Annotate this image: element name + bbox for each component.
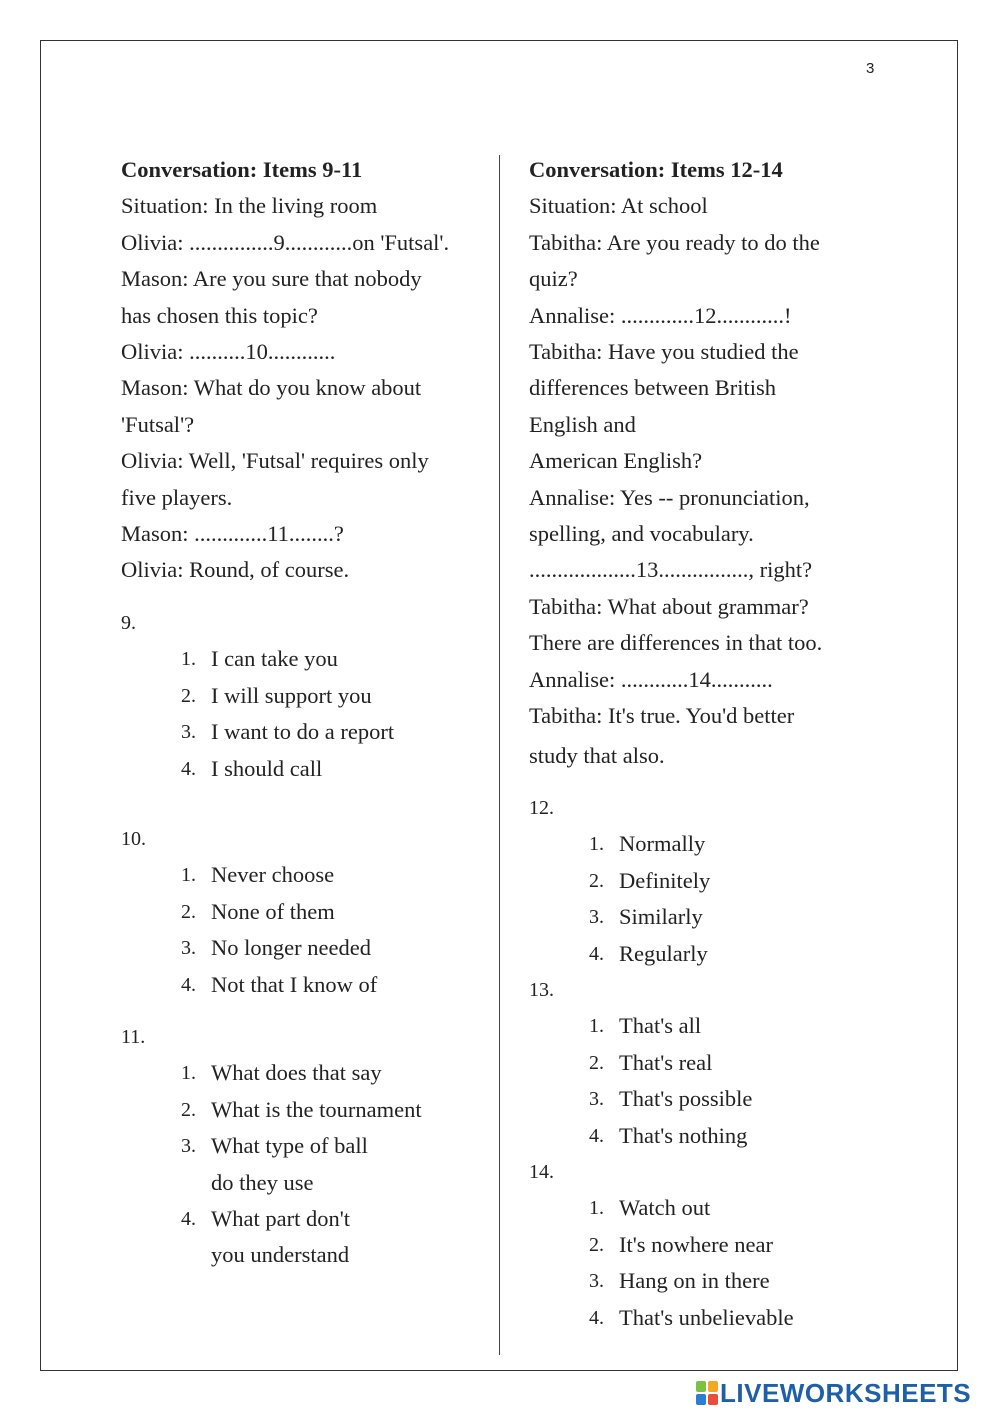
option-item[interactable]: [529, 1190, 889, 1226]
option-text: That's possible: [619, 1086, 753, 1112]
dialogue-line: Olivia: ...............9............on 'Futsal'.: [121, 229, 450, 255]
question-number-12: 12.: [529, 796, 554, 819]
dialogue-line: There are differences in that too.: [529, 630, 823, 656]
option-number: 3.: [589, 906, 604, 929]
conversation-heading: Conversation: Items 12-14: [529, 157, 783, 182]
option-number: 4.: [181, 757, 196, 780]
dialogue-line: Mason: .............11........?: [121, 521, 344, 547]
option-number: 1.: [589, 1197, 604, 1220]
option-text: That's all: [619, 1013, 702, 1039]
option-text: Watch out: [619, 1195, 711, 1221]
option-text: I will support you: [211, 682, 372, 708]
option-item[interactable]: [121, 751, 481, 787]
option-text: What does that say: [211, 1060, 382, 1086]
dialogue-line: spelling, and vocabulary.: [529, 521, 754, 547]
options-list-12: [529, 826, 889, 972]
option-text: It's nowhere near: [619, 1231, 773, 1257]
dialogue-line: Tabitha: What about grammar?: [529, 593, 809, 619]
option-text: Hang on in there: [619, 1268, 770, 1294]
option-text: Definitely: [619, 867, 711, 893]
option-item[interactable]: [529, 1081, 889, 1117]
option-number: 1.: [181, 648, 196, 671]
option-number: 3.: [589, 1088, 604, 1111]
option-text: That's unbelievable: [619, 1304, 794, 1330]
option-text: That's real: [619, 1049, 713, 1075]
dialogue-line: Olivia: Well, 'Futsal' requires only: [121, 448, 429, 474]
option-number: 2.: [589, 1051, 604, 1074]
dialogue-line: English and: [529, 411, 636, 437]
option-item[interactable]: [121, 1128, 481, 1201]
option-item[interactable]: [121, 1201, 481, 1274]
option-item[interactable]: [529, 899, 889, 935]
option-text: What part don't you understand: [211, 1205, 351, 1268]
option-item[interactable]: [529, 936, 889, 972]
option-item[interactable]: [529, 1118, 889, 1154]
left-column: [121, 152, 481, 1274]
dialogue-line: Mason: What do you know about: [121, 375, 422, 401]
option-number: 4.: [589, 1306, 604, 1329]
dialogue-line: Annalise: Yes -- pronunciation,: [529, 484, 810, 510]
option-text: I should call: [211, 755, 323, 781]
dialogue-line: Tabitha: It's true. You'd better: [529, 703, 795, 729]
option-item[interactable]: [121, 857, 481, 893]
option-text: I can take you: [211, 646, 338, 672]
right-column: [529, 152, 889, 1336]
option-item[interactable]: [529, 863, 889, 899]
dialogue-line: Tabitha: Have you studied the: [529, 339, 799, 365]
conversation-heading: Conversation: Items 9-11: [121, 157, 363, 182]
dialogue-line: Annalise: .............12............!: [529, 302, 792, 328]
option-item[interactable]: [529, 1008, 889, 1044]
option-number: 3.: [181, 937, 196, 960]
option-number: 4.: [589, 1124, 604, 1147]
option-number: 3.: [589, 1270, 604, 1293]
option-text: What is the tournament: [211, 1096, 422, 1122]
options-list-9: [121, 641, 481, 787]
question-number-14: 14.: [529, 1160, 554, 1183]
option-item[interactable]: [529, 1263, 889, 1299]
option-number: 3.: [181, 1135, 196, 1158]
option-item[interactable]: [529, 826, 889, 862]
option-item[interactable]: [529, 1045, 889, 1081]
option-number: 1.: [181, 1062, 196, 1085]
option-text: Similarly: [619, 904, 703, 930]
dialogue-line: Annalise: ............14...........: [529, 666, 773, 692]
option-number: 2.: [181, 900, 196, 923]
dialogue-line: differences between British: [529, 375, 776, 401]
option-number: 4.: [589, 942, 604, 965]
option-text: I want to do a report: [211, 719, 395, 745]
option-text: None of them: [211, 898, 335, 924]
option-item[interactable]: [529, 1300, 889, 1336]
option-text: Not that I know of: [211, 971, 378, 997]
option-number: 2.: [181, 1098, 196, 1121]
dialogue-line: Situation: At school: [529, 193, 708, 219]
option-item[interactable]: [121, 1055, 481, 1091]
dialogue-line: American English?: [529, 448, 703, 474]
question-number-9: 9.: [121, 611, 136, 634]
option-item[interactable]: [121, 894, 481, 930]
option-number: 3.: [181, 721, 196, 744]
options-list-14: [529, 1190, 889, 1336]
option-text: Normally: [619, 831, 706, 857]
option-number: 2.: [589, 869, 604, 892]
option-number: 1.: [181, 864, 196, 887]
dialogue-line: 'Futsal'?: [121, 411, 195, 437]
options-list-10: [121, 857, 481, 1003]
option-item[interactable]: [529, 1227, 889, 1263]
question-number-13: 13.: [529, 978, 554, 1001]
option-text: What type of ball do they use: [211, 1133, 368, 1195]
option-item[interactable]: [121, 967, 481, 1003]
option-number: 4.: [181, 1207, 196, 1230]
liveworksheets-logo-icon: [696, 1381, 718, 1405]
option-item[interactable]: [121, 930, 481, 966]
dialogue-line: Olivia: ..........10............: [121, 339, 336, 365]
dialogue-line: has chosen this topic?: [121, 302, 318, 328]
options-list-11: [121, 1055, 481, 1273]
brand-name: LIVEWORKSHEETS: [720, 1377, 972, 1408]
page-number: 3: [866, 60, 875, 77]
dialogue-line: study that also.: [529, 742, 665, 768]
option-text: That's nothing: [619, 1122, 748, 1148]
dialogue-line: Tabitha: Are you ready to do the: [529, 229, 820, 255]
option-number: 2.: [589, 1233, 604, 1256]
dialogue-line: Olivia: Round, of course.: [121, 557, 350, 583]
option-item[interactable]: [121, 714, 481, 750]
option-number: 4.: [181, 973, 196, 996]
option-number: 2.: [181, 684, 196, 707]
option-item[interactable]: [121, 641, 481, 677]
dialogue-line: five players.: [121, 484, 233, 510]
dialogue-line: quiz?: [529, 266, 578, 292]
options-list-13: [529, 1008, 889, 1154]
dialogue-line: Mason: Are you sure that nobody: [121, 266, 422, 292]
option-text: Regularly: [619, 940, 708, 966]
option-number: 1.: [589, 1015, 604, 1038]
option-text: No longer needed: [211, 935, 371, 961]
option-item[interactable]: [121, 678, 481, 714]
option-text: Never choose: [211, 862, 335, 888]
question-number-10: 10.: [121, 827, 146, 850]
dialogue-line: ...................13................, right?: [529, 557, 813, 583]
dialogue-line: Situation: In the living room: [121, 193, 378, 219]
option-item[interactable]: [121, 1092, 481, 1128]
question-number-11: 11.: [121, 1025, 146, 1048]
column-divider: [499, 155, 500, 1355]
liveworksheets-brand[interactable]: [696, 1378, 971, 1408]
option-number: 1.: [589, 833, 604, 856]
